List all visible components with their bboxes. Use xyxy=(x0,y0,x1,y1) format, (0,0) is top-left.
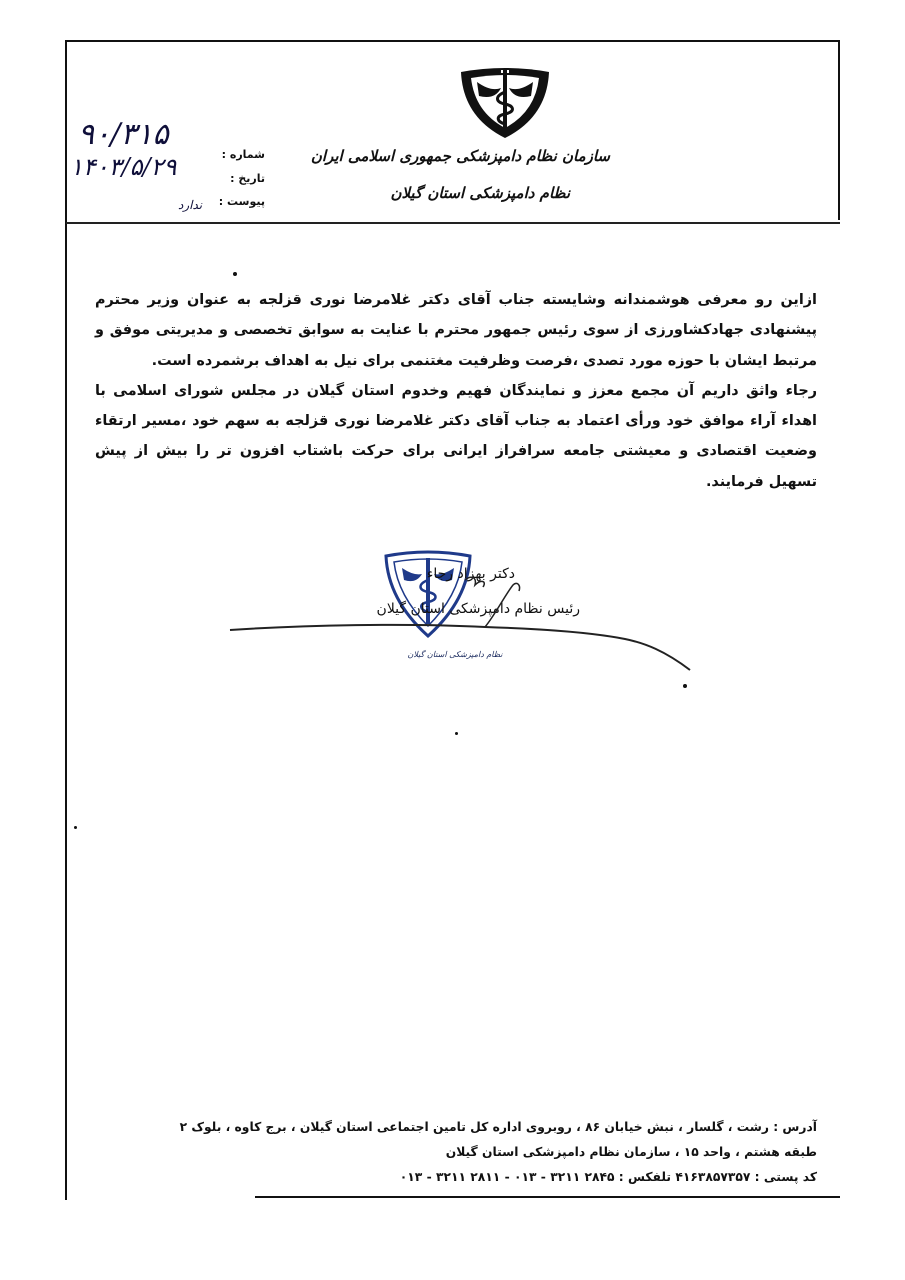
organization-subtitle: نظام دامپزشکی استان گیلان xyxy=(390,184,570,202)
number-label: شماره : xyxy=(221,148,265,161)
attachment-label: پیوست : xyxy=(218,195,265,208)
handwritten-signature xyxy=(225,555,695,695)
page-frame-left-border xyxy=(65,40,67,1200)
page-frame-right-border xyxy=(838,40,840,220)
ink-speck xyxy=(233,272,237,276)
header-divider xyxy=(66,222,840,224)
letter-number-value: ۹۰/۳۱۵ xyxy=(78,117,169,152)
ink-speck xyxy=(74,826,77,829)
footer-divider xyxy=(255,1196,840,1198)
date-label: تاریخ : xyxy=(230,172,265,185)
veterinary-emblem-icon xyxy=(455,62,555,142)
body-paragraph-1: ازاین رو معرفی هوشمندانه وشایسته جناب آقای دکتر غلامرضا نوری قزلجه به عنوان وزیر محترم پیشنهادی جهادکشاورزی از سوی رئیس جمهور محترم با عنایت به سوابق تخصصی و مدیریتی موفق و مرتبط ایشان با حوزه مورد تصدی ،فرصت وظرفیت مغتنمی برای نیل به اهداف برشمرده است. xyxy=(95,292,817,369)
signatory-name: دکتر بهزاد رجاء xyxy=(426,566,515,582)
page-frame-top-border xyxy=(65,40,840,42)
footer-address-line-2: طبقه هشتم ، واحد ۱۵ ، سازمان نظام دامپزشکی استان گیلان xyxy=(445,1145,817,1159)
body-paragraph-2: رجاء واثق داریم آن مجمع معزز و نمایندگان فهیم وخدوم استان گیلان در مجلس شورای اسلامی با اهداء آراء موافق خود ورأی اعتماد به جناب آقای دکتر غلامرضا نوری قزلجه به سهم خود ،مسیر ارتقاء وضعیت اقتصادی و معیشتی جامعه سرافراز ایرانی برای حرکت باشتاب افزون تر را بیش از پیش تسهیل فرمایند. xyxy=(95,382,817,490)
stamp-caption: نظام دامپزشکی استان گیلان xyxy=(407,650,503,659)
letter-date-value: ۱۴۰۳/۵/۲۹ xyxy=(70,153,177,181)
footer-address-line-1: آدرس : رشت ، گلسار ، نبش خیابان ۸۶ ، روبروی اداره کل تامین اجتماعی استان گیلان ، برج کاوه ، بلوک ۲ xyxy=(179,1120,817,1134)
footer-contact-line: کد پستی : ۴۱۶۳۸۵۷۳۵۷ تلفکس : ۲۸۴۵ ۳۲۱۱ - ۰۱۳ - ۲۸۱۱ ۳۲۱۱ - ۰۱۳ xyxy=(399,1170,817,1184)
signatory-title: رئیس نظام دامپزشکی استان گیلان xyxy=(376,601,580,617)
letter-body xyxy=(95,285,817,497)
attachment-value: ندارد xyxy=(178,198,203,212)
ink-speck xyxy=(683,684,687,688)
organization-title: سازمان نظام دامپزشکی جمهوری اسلامی ایران xyxy=(310,147,610,165)
ink-speck xyxy=(455,732,458,735)
